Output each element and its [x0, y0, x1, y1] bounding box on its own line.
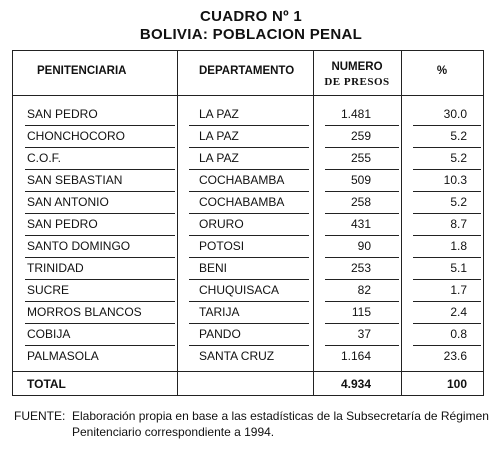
table-row [13, 147, 483, 169]
cell-percent: 1.8 [450, 239, 467, 253]
cell-penitenciaria: COBIJA [27, 327, 71, 341]
cell-percent: 8.7 [450, 217, 467, 231]
total-number: 4.934 [340, 377, 371, 391]
table-row [13, 301, 483, 323]
cell-numero: 1.481 [340, 107, 371, 121]
cell-departamento: PANDO [199, 327, 241, 341]
source-text: Elaboración propia en base a las estadísticas de la Subsecretaría de Régimen Penitenciario correspondiente a 1994. [72, 409, 489, 439]
cell-numero: 431 [350, 217, 371, 231]
cell-departamento: POTOSI [199, 239, 245, 253]
table-row [13, 213, 483, 235]
cell-percent: 23.6 [443, 349, 467, 363]
cell-numero: 253 [350, 261, 371, 275]
cell-percent: 5.2 [450, 151, 467, 165]
cell-numero: 259 [350, 129, 371, 143]
cell-percent: 1.7 [450, 283, 467, 297]
table-row [13, 103, 483, 125]
cell-penitenciaria: CHONCHOCORO [27, 129, 125, 143]
cell-percent: 5.1 [450, 261, 467, 275]
cell-departamento: ORURO [199, 217, 244, 231]
cell-departamento: COCHABAMBA [199, 173, 285, 187]
cell-departamento: LA PAZ [199, 107, 239, 121]
cell-percent: 10.3 [443, 173, 467, 187]
cell-penitenciaria: MORROS BLANCOS [27, 305, 142, 319]
table-subtitle: BOLIVIA: POBLACION PENAL [139, 26, 363, 43]
cell-percent: 0.8 [450, 327, 467, 341]
total-divider [13, 371, 483, 372]
table-row [13, 125, 483, 147]
table-row [13, 279, 483, 301]
cell-penitenciaria: SAN PEDRO [27, 217, 98, 231]
cell-penitenciaria: SAN SEBASTIAN [27, 173, 123, 187]
source-label: FUENTE: [14, 409, 66, 423]
header-departamento: DEPARTAMENTO [199, 65, 295, 77]
cell-penitenciaria: SANTO DOMINGO [27, 239, 131, 253]
cell-percent: 2.4 [450, 305, 467, 319]
table-row [13, 235, 483, 257]
table-row [13, 345, 483, 367]
cell-departamento: LA PAZ [199, 129, 239, 143]
cell-departamento: CHUQUISACA [199, 283, 280, 297]
table-row [13, 323, 483, 345]
cell-penitenciaria: SAN ANTONIO [27, 195, 109, 209]
cell-percent: 5.2 [450, 129, 467, 143]
cell-penitenciaria: SAN PEDRO [27, 107, 98, 121]
cell-departamento: BENI [199, 261, 228, 275]
table-title: CUADRO Nº 1 [199, 8, 303, 25]
header-divider [13, 95, 483, 96]
cell-numero: 37 [357, 327, 371, 341]
header-penitenciaria: PENITENCIARIA [37, 65, 127, 77]
total-percent: 100 [446, 377, 467, 391]
cell-numero: 90 [357, 239, 371, 253]
table-row [13, 169, 483, 191]
cell-numero: 1.164 [340, 349, 371, 363]
cell-penitenciaria: SUCRE [27, 283, 70, 297]
cell-numero: 115 [351, 305, 371, 319]
header-percent: % [436, 65, 448, 77]
table-row [13, 191, 483, 213]
cell-penitenciaria: TRINIDAD [27, 261, 84, 275]
cell-numero: 258 [350, 195, 371, 209]
cell-departamento: TARIJA [199, 305, 240, 319]
cell-numero: 255 [350, 151, 371, 165]
table-row [13, 257, 483, 279]
total-row [13, 373, 483, 395]
population-table [12, 50, 484, 396]
cell-departamento: SANTA CRUZ [199, 349, 275, 363]
cell-penitenciaria: C.O.F. [27, 151, 62, 165]
total-label: TOTAL [27, 377, 66, 391]
header-numero: NUMERO [331, 61, 383, 73]
header-de-presos: DE PRESOS [324, 76, 390, 88]
cell-percent: 5.2 [450, 195, 467, 209]
cell-percent: 30.0 [443, 107, 467, 121]
cell-departamento: LA PAZ [199, 151, 239, 165]
cell-numero: 82 [357, 283, 371, 297]
cell-departamento: COCHABAMBA [199, 195, 285, 209]
cell-penitenciaria: PALMASOLA [27, 349, 99, 363]
cell-numero: 509 [350, 173, 371, 187]
